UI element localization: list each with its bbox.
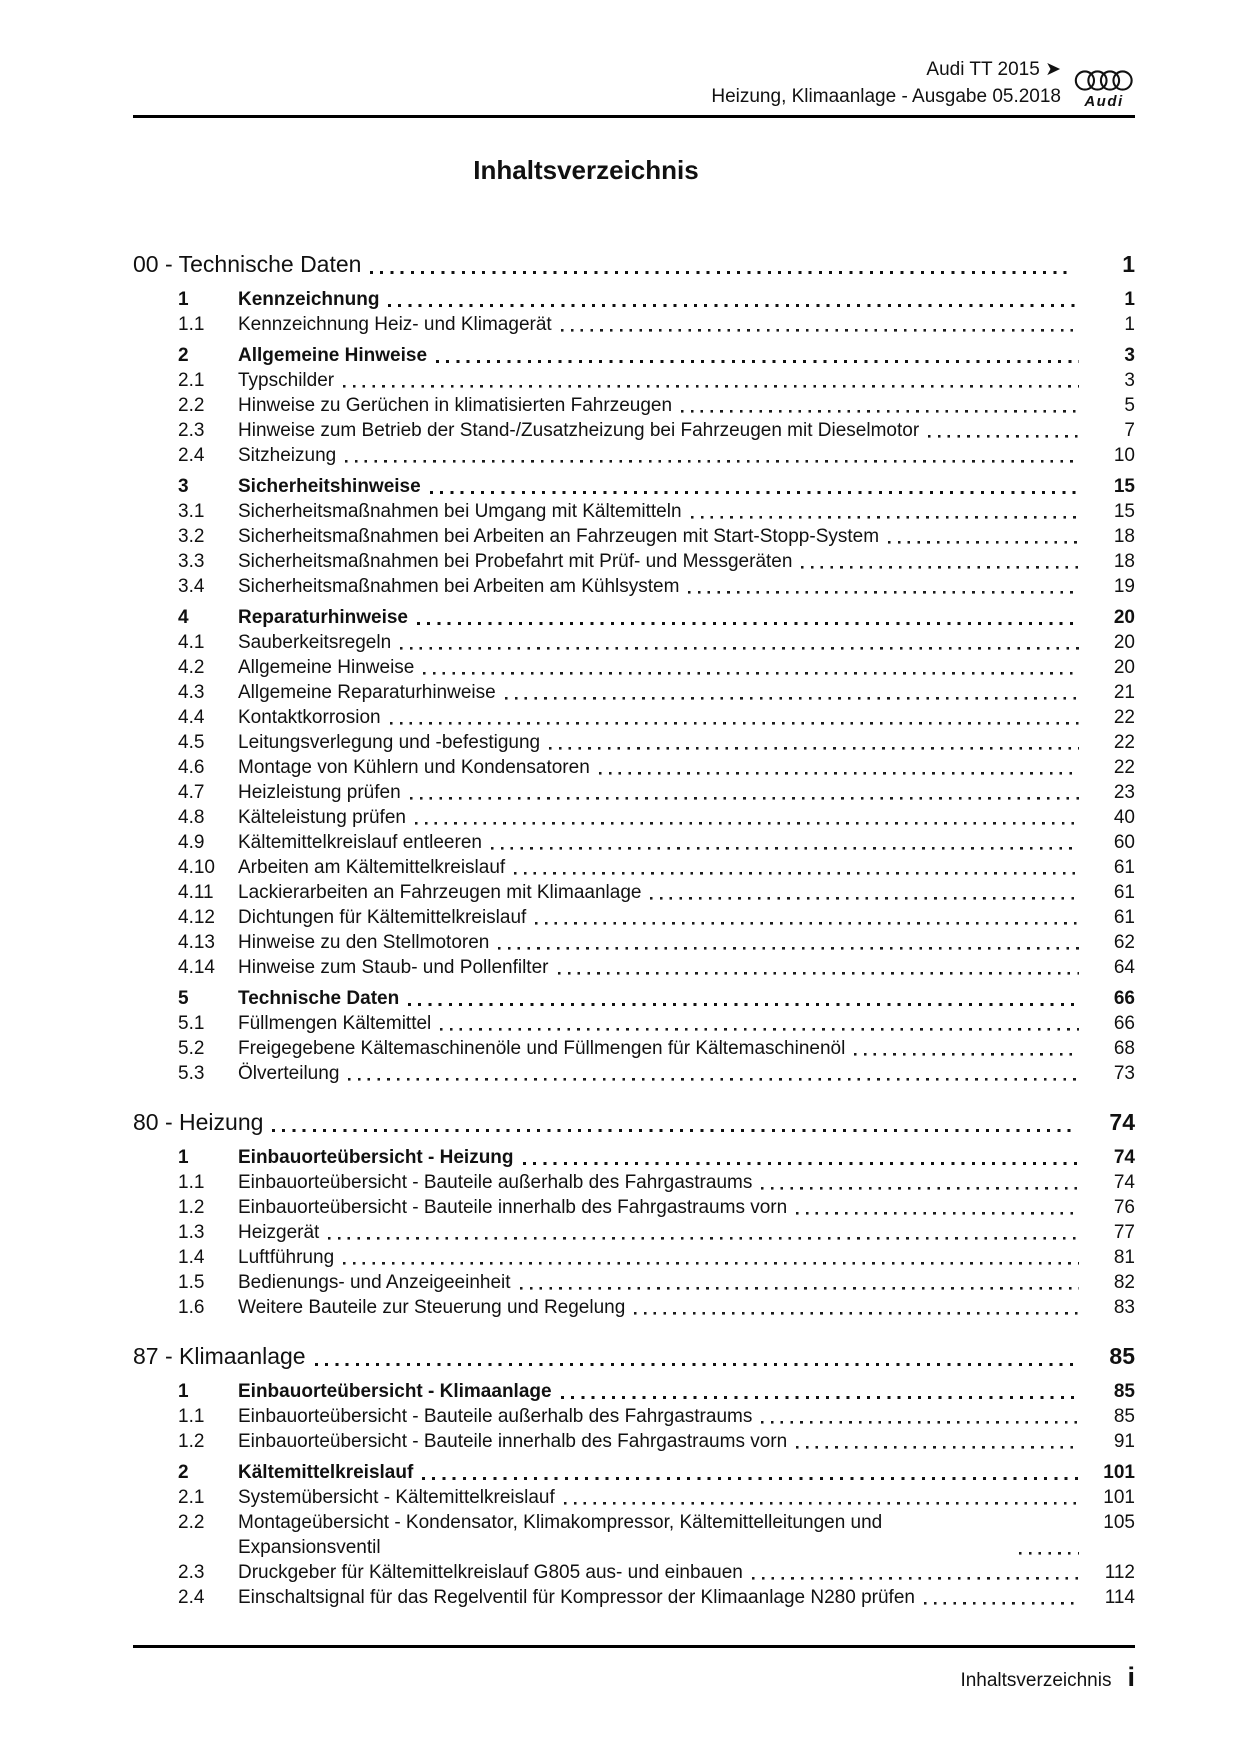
dot-leader [650,880,1079,905]
toc-entry-row [133,1560,1135,1585]
toc-entry-page: 85 [1113,1406,1135,1427]
toc-entry-number: 4.5 [178,732,205,753]
toc-entry-title: Hinweise zu den Stellmotoren [238,932,490,953]
toc-entry-page: 74 [1113,1172,1135,1193]
toc-entry-number: 2.3 [178,1562,205,1583]
toc-entry-title: Einbauorteübersicht - Klimaanlage [238,1381,552,1402]
toc-entry-title: Einbauorteübersicht - Bauteile innerhalb des Fahrgastraums vorn [238,1431,788,1452]
toc-entry-title: Druckgeber für Kältemittelkreislauf G805 aus- und einbauen [238,1562,743,1583]
toc-entry-title: Sicherheitshinweise [238,476,421,497]
toc-entry-number: 4.9 [178,832,205,853]
toc-entry-title: Einbauorteübersicht - Heizung [238,1147,514,1168]
dot-leader [415,805,1079,830]
toc-entry-row [133,1145,1135,1170]
toc-entry-row [133,524,1135,549]
dot-leader [928,418,1079,443]
audi-rings-icon [1074,68,1134,93]
toc-entry-number: 3.2 [178,526,205,547]
dot-leader [599,755,1079,780]
toc-entry-row [133,655,1135,680]
toc-entry-row [133,1485,1135,1510]
toc-entry-row [133,1220,1135,1245]
toc-entry-title: Typschilder [238,370,335,391]
dot-leader [691,499,1079,524]
dot-leader [390,705,1079,730]
dot-leader [498,930,1079,955]
toc-entry-number: 5.1 [178,1013,205,1034]
toc-entry-row [133,1061,1135,1086]
toc-entry-number: 4.7 [178,782,205,803]
toc-entry-page: 40 [1113,807,1135,828]
toc-entry-page: 66 [1113,988,1135,1009]
toc-entry-page: 101 [1103,1487,1135,1508]
toc-entry-page: 74 [1113,1147,1135,1168]
toc-entry-page: 1 [1124,289,1135,310]
dot-leader [558,955,1080,980]
toc-entry-page: 5 [1124,395,1135,416]
toc-entry-row [133,930,1135,955]
toc-entry-row [133,1510,1135,1560]
toc-entry-page: 91 [1113,1431,1135,1452]
toc-entry-number: 4.8 [178,807,205,828]
header-subject-line: Heizung, Klimaanlage - Ausgabe 05.2018 [711,86,1061,107]
toc-entry-row [133,780,1135,805]
dot-leader [549,730,1079,755]
dot-leader [345,443,1079,468]
dot-leader [688,574,1079,599]
dot-leader [348,1061,1079,1086]
toc-entry-page: 23 [1113,782,1135,803]
toc-chapter-page: 85 [1109,1343,1135,1369]
toc-entry-title: Arbeiten am Kältemittelkreislauf [238,857,506,878]
toc-entry-page: 19 [1113,576,1135,597]
toc-entry-page: 114 [1104,1587,1135,1608]
toc-entry-number: 1.2 [178,1197,205,1218]
dot-leader [854,1036,1079,1061]
header-text [711,56,1061,110]
toc-entry-row [133,830,1135,855]
dot-leader [436,343,1079,368]
toc-entry-row [133,1404,1135,1429]
toc-entry-number: 2 [178,345,189,366]
toc-entry-title: Kontaktkorrosion [238,707,381,728]
toc-entry-number: 1.2 [178,1431,205,1452]
toc-entry-number: 1 [178,289,189,310]
toc-entry-page: 1 [1124,314,1135,335]
dot-leader [761,1404,1079,1429]
dot-leader [535,905,1079,930]
toc-entry-title: Reparaturhinweise [238,607,408,628]
dot-leader [410,780,1079,805]
toc-entry-title: Heizgerät [238,1222,320,1243]
dot-leader [328,1220,1079,1245]
toc-entry-title: Freigegebene Kältemaschinenöle und Füllmengen für Kältemaschinenöl [238,1038,846,1059]
toc-chapter-page: 74 [1109,1109,1135,1135]
toc-entry-title: Einbauorteübersicht - Bauteile außerhalb des Fahrgastraums [238,1406,753,1427]
toc-entry-page: 22 [1113,707,1135,728]
toc-entry-row [133,1585,1135,1610]
toc-entry-number: 2.1 [178,1487,205,1508]
toc-entry-row [133,1379,1135,1404]
toc-entry-page: 73 [1113,1063,1135,1084]
dot-leader [634,1295,1079,1320]
toc [133,248,1135,1610]
toc-entry-number: 5 [178,988,189,1009]
dot-leader [796,1429,1079,1454]
toc-entry-page: 81 [1113,1247,1135,1268]
toc-entry-title: Montage von Kühlern und Kondensatoren [238,757,590,778]
toc-entry-title: Hinweise zum Betrieb der Stand-/Zusatzheizung bei Fahrzeugen mit Dieselmotor [238,420,920,441]
toc-entry-page: 3 [1124,345,1135,366]
dot-leader [491,830,1079,855]
toc-entry-page: 83 [1113,1297,1135,1318]
toc-entry-number: 3.1 [178,501,205,522]
footer-page-number: i [1127,1662,1135,1692]
page-footer [133,1645,1135,1693]
toc-entry-page: 61 [1113,857,1135,878]
toc-entry-row [133,1270,1135,1295]
toc-entry-page: 20 [1113,657,1135,678]
dot-leader [796,1195,1079,1220]
toc-entry-row [133,630,1135,655]
toc-entry-number: 4.4 [178,707,205,728]
toc-entry-page: 7 [1124,420,1135,441]
toc-entry-number: 2.4 [178,1587,205,1608]
toc-entry-title: Kennzeichnung Heiz- und Klimagerät [238,314,552,335]
toc-entry-title: Leitungsverlegung und -befestigung [238,732,541,753]
dot-leader [561,312,1079,337]
dot-leader [440,1011,1079,1036]
dot-leader [505,680,1079,705]
toc-entry-number: 4.14 [178,957,215,978]
toc-entry-title: Luftführung [238,1247,335,1268]
dot-leader [343,368,1079,393]
toc-entry-number: 3 [178,476,189,497]
toc-entry-number: 1.1 [178,1406,205,1427]
dot-leader [423,655,1079,680]
toc-entry-row [133,287,1135,312]
toc-entry-title: Lackierarbeiten an Fahrzeugen mit Klimaanlage [238,882,642,903]
dot-leader [343,1245,1079,1270]
toc-entry-number: 4.11 [178,882,214,903]
toc-entry-page: 20 [1113,607,1135,628]
toc-entry-row [133,1429,1135,1454]
toc-chapter-page: 1 [1122,251,1135,277]
toc-entry-page: 21 [1113,682,1135,703]
toc-entry-title: Kälteleistung prüfen [238,807,406,828]
dot-leader [561,1379,1079,1404]
toc-entry-title: Kältemittelkreislauf entleeren [238,832,482,853]
toc-entry-title: Ölverteilung [238,1063,340,1084]
toc-entry-row [133,443,1135,468]
toc-entry-number: 2.2 [178,1512,205,1533]
toc-entry-page: 85 [1113,1381,1135,1402]
dot-leader [681,393,1079,418]
footer-label: Inhaltsverzeichnis [960,1670,1112,1691]
toc-entry-number: 4.1 [178,632,205,653]
audi-logo [1073,68,1135,110]
toc-entry-page: 3 [1124,370,1135,391]
toc-entry-row [133,680,1135,705]
toc-entry-row [133,312,1135,337]
toc-entry-title: Weitere Bauteile zur Steuerung und Regelung [238,1297,626,1318]
dot-leader [408,986,1079,1011]
toc-entry-title: Sauberkeitsregeln [238,632,392,653]
toc-entry-page: 77 [1113,1222,1135,1243]
dot-leader [514,855,1079,880]
toc-entry-row [133,418,1135,443]
toc-entry-page: 61 [1113,882,1135,903]
toc-entry-page: 18 [1113,526,1135,547]
toc-entry-row [133,805,1135,830]
toc-entry-number: 2.2 [178,395,205,416]
toc-chapter-row [133,1340,1135,1373]
toc-entry-number: 2 [178,1462,189,1483]
toc-entry-page: 18 [1113,551,1135,572]
toc-entry-number: 3.4 [178,576,205,597]
toc-entry-title: Montageübersicht - Kondensator, Klimakompressor, Kältemittelleitungen und Expansionsventil [238,1512,883,1558]
toc-entry-number: 5.3 [178,1063,205,1084]
toc-entry-title: Allgemeine Reparaturhinweise [238,682,496,703]
toc-entry-row [133,605,1135,630]
dot-leader [388,287,1079,312]
toc-entry-page: 112 [1104,1562,1135,1583]
toc-entry-title: Sicherheitsmaßnahmen bei Umgang mit Kältemitteln [238,501,682,522]
toc-entry-title: Einschaltsignal für das Regelventil für Kompressor der Klimaanlage N280 prüfen [238,1587,915,1608]
dot-leader [430,474,1079,499]
toc-entry-number: 1 [178,1381,189,1402]
toc-entry-number: 1.6 [178,1297,205,1318]
header-rule [133,115,1135,118]
toc-entry-page: 61 [1113,907,1135,928]
dot-leader [564,1485,1079,1510]
toc-entry-row [133,368,1135,393]
toc-entry-row [133,1245,1135,1270]
toc-entry-page: 66 [1113,1013,1135,1034]
toc-entry-number: 1.3 [178,1222,205,1243]
toc-entry-row [133,1460,1135,1485]
toc-entry-row [133,1170,1135,1195]
toc-entry-page: 22 [1113,732,1135,753]
toc-chapter-row [133,1106,1135,1139]
toc-entry-number: 2.3 [178,420,205,441]
toc-entry-number: 4.6 [178,757,205,778]
toc-entry-row [133,855,1135,880]
dot-leader [888,524,1079,549]
dot-leader [520,1270,1079,1295]
page-title: Inhaltsverzeichnis [473,155,699,185]
toc-chapter-label: 87 - Klimaanlage [133,1343,306,1369]
dot-leader [523,1145,1079,1170]
toc-entry-number: 1.5 [178,1272,205,1293]
toc-entry-row [133,705,1135,730]
toc-entry-title: Füllmengen Kältemittel [238,1013,432,1034]
footer-rule [133,1645,1135,1648]
toc-entry-page: 68 [1113,1038,1135,1059]
toc-entry-number: 2.1 [178,370,205,391]
toc-entry-title: Kältemittelkreislauf [238,1462,414,1483]
dot-leader [417,605,1079,630]
toc-entry-row [133,393,1135,418]
toc-entry-number: 4.3 [178,682,205,703]
toc-entry-row [133,986,1135,1011]
toc-entry-title: Allgemeine Hinweise [238,657,415,678]
toc-entry-title: Kennzeichnung [238,289,380,310]
toc-entry-row [133,1195,1135,1220]
toc-entry-title: Bedienungs- und Anzeigeeinheit [238,1272,511,1293]
toc-entry-number: 4.10 [178,857,215,878]
toc-chapter-label: 80 - Heizung [133,1109,264,1135]
page-header [133,56,1135,118]
dot-leader [422,1460,1079,1485]
dot-leader [1019,1535,1079,1560]
toc-entry-row [133,1011,1135,1036]
toc-entry-title: Einbauorteübersicht - Bauteile außerhalb des Fahrgastraums [238,1172,753,1193]
toc-entry-number: 4.12 [178,907,215,928]
dot-leader [272,1106,1073,1139]
dot-leader [801,549,1079,574]
toc-entry-page: 10 [1113,445,1135,466]
toc-container [133,140,1135,1610]
toc-entry-page: 101 [1103,1462,1135,1483]
toc-entry-page: 15 [1113,476,1135,497]
toc-entry-page: 60 [1113,832,1135,853]
toc-entry-page: 76 [1113,1197,1135,1218]
toc-entry-page: 64 [1113,957,1135,978]
dot-leader [315,1340,1073,1373]
toc-entry-number: 1.1 [178,314,205,335]
toc-entry-title: Einbauorteübersicht - Bauteile innerhalb des Fahrgastraums vorn [238,1197,788,1218]
toc-entry-page: 62 [1113,932,1135,953]
toc-entry-page: 22 [1113,757,1135,778]
toc-entry-row [133,755,1135,780]
toc-entry-page: 15 [1113,501,1135,522]
toc-entry-number: 4.13 [178,932,215,953]
toc-entry-number: 5.2 [178,1038,205,1059]
toc-entry-number: 4.2 [178,657,205,678]
toc-entry-row [133,1295,1135,1320]
toc-entry-row [133,549,1135,574]
toc-chapter-row [133,248,1135,281]
toc-entry-row [133,499,1135,524]
toc-entry-number: 4 [178,607,189,628]
dot-leader [370,248,1073,281]
toc-entry-row [133,1036,1135,1061]
toc-entry-title: Dichtungen für Kältemittelkreislauf [238,907,527,928]
toc-entry-title: Hinweise zu Gerüchen in klimatisierten Fahrzeugen [238,395,673,416]
toc-entry-title: Sitzheizung [238,445,337,466]
dot-leader [400,630,1079,655]
toc-entry-title: Systemübersicht - Kältemittelkreislauf [238,1487,555,1508]
audi-wordmark: Audi [1084,93,1124,110]
toc-entry-page: 105 [1103,1512,1135,1533]
dot-leader [752,1560,1079,1585]
toc-entry-row [133,574,1135,599]
toc-entry-row [133,474,1135,499]
toc-entry-number: 1 [178,1147,189,1168]
toc-entry-title: Sicherheitsmaßnahmen bei Arbeiten an Fahrzeugen mit Start-Stopp-System [238,526,880,547]
toc-entry-title: Sicherheitsmaßnahmen bei Probefahrt mit Prüf- und Messgeräten [238,551,793,572]
toc-entry-title: Sicherheitsmaßnahmen bei Arbeiten am Kühlsystem [238,576,680,597]
dot-leader [924,1585,1079,1610]
toc-entry-row [133,880,1135,905]
dot-leader [761,1170,1079,1195]
toc-entry-row [133,730,1135,755]
toc-entry-number: 2.4 [178,445,205,466]
toc-entry-title: Allgemeine Hinweise [238,345,428,366]
toc-entry-number: 1.1 [178,1172,205,1193]
toc-entry-number: 1.4 [178,1247,205,1268]
toc-entry-title: Heizleistung prüfen [238,782,401,803]
toc-entry-number: 3.3 [178,551,205,572]
toc-entry-row [133,343,1135,368]
toc-entry-title: Technische Daten [238,988,400,1009]
toc-entry-row [133,955,1135,980]
toc-entry-row [133,905,1135,930]
header-model-line: Audi TT 2015 ➤ [926,59,1061,80]
toc-entry-page: 82 [1113,1272,1135,1293]
toc-chapter-label: 00 - Technische Daten [133,251,362,277]
toc-entry-title: Hinweise zum Staub- und Pollenfilter [238,957,549,978]
toc-entry-page: 20 [1113,632,1135,653]
